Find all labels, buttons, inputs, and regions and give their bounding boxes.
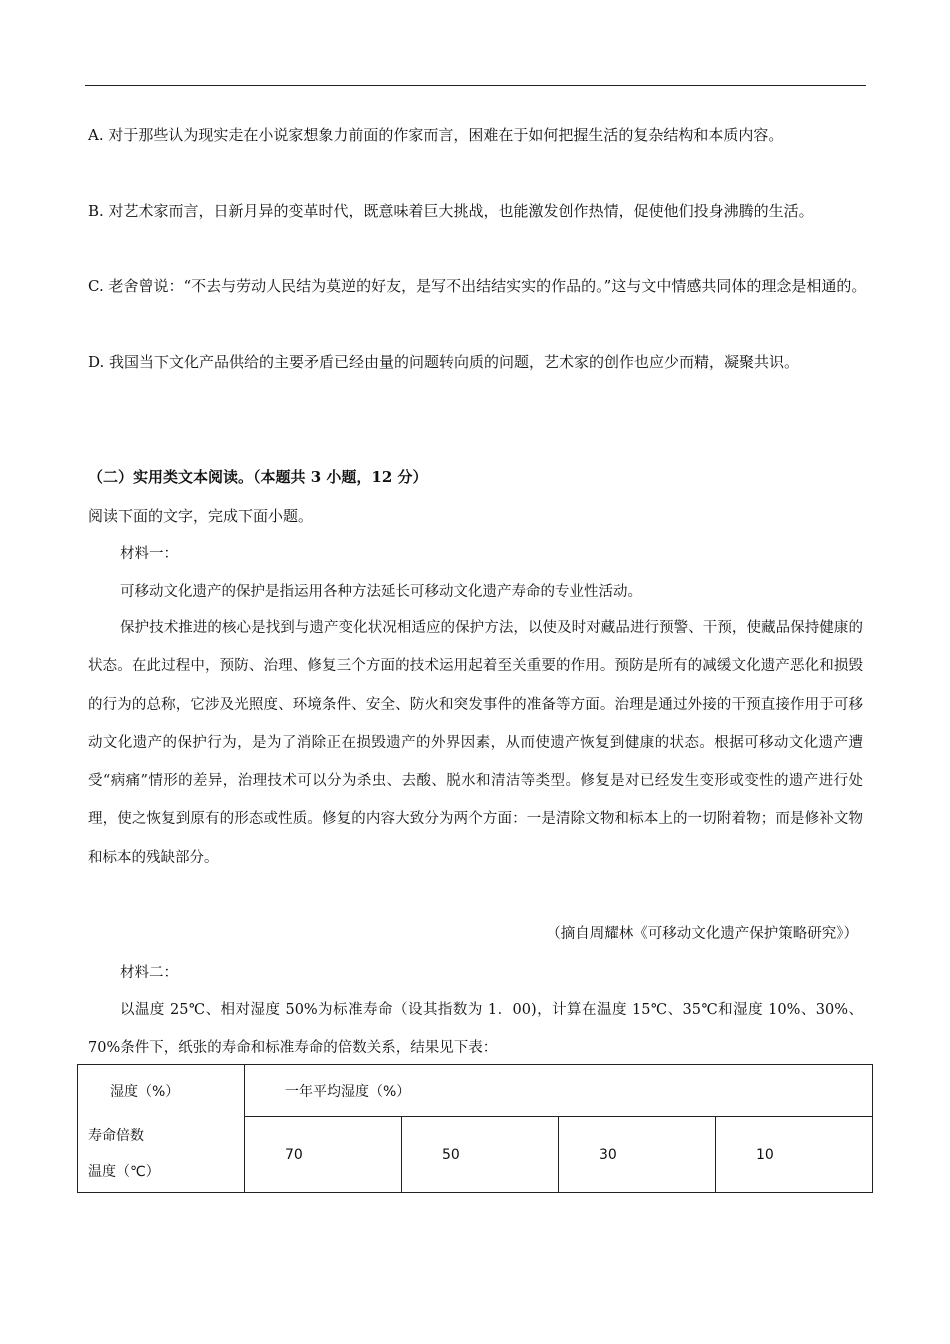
material2-label: 材料二： [120,965,178,981]
material1-paragraph1: 可移动文化遗产的保护是指运用各种方法延长可移动文化遗产寿命的专业性活动。 [120,584,642,600]
material1-source: （摘自周耀林《可移动文化遗产保护策略研究》） [546,926,858,942]
corner-humidity-label: 湿度（%） [78,1065,245,1117]
corner-lifespan-label: 寿命倍数 [88,1128,144,1145]
corner-temperature-label: 温度（℃） [88,1164,160,1181]
corner-labels [78,1117,245,1193]
option-b: B. 对艺术家而言，日新月异的变革时代，既意味着巨大挑战，也能激发创作热情，促使他们投身沸腾的生活。 [88,202,814,220]
section-title: （二）实用类文本阅读。（本题共 3 小题，12 分） [88,468,428,486]
option-d: D. 我国当下文化产品供给的主要矛盾已经由量的问题转向质的问题，艺术家的创作也应少而精，凝聚共识。 [88,353,800,371]
material2-paragraph1: 以温度 25℃、相对湿度 50%为标准寿命（设其指数为 1．00)，计算在温度 15℃、35℃和湿度 10%、30%、70%条件下，纸张的寿命和标准寿命的倍数关系，结果见下表： [88,1002,863,1057]
option-a: A. 对于那些认为现实走在小说家想象力前面的作家而言，困难在于如何把握生活的复杂结构和本质内容。 [88,126,784,144]
column-humidity-70: 70 [245,1117,402,1193]
header-rule [85,85,866,86]
option-c: C. 老舍曾说：“不去与劳动人民结为莫逆的好友，是写不出结结实实的作品的。”这与文中情感共同体的理念是相通的。 [88,277,867,295]
section-instruction: 阅读下面的文字，完成下面小题。 [88,507,314,525]
material1-label: 材料一： [120,546,178,562]
humidity-lifespan-table [77,1064,873,1193]
material1-paragraph2: 保护技术推进的核心是找到与遗产变化状况相适应的保护方法，以使及时对藏品进行预警、干预，使藏品保持健康的状态。在此过程中，预防、治理、修复三个方面的技术运用起着至关重要的作用。预防是所有的减缓文化遗产恶化和损毁的行为的总称，它涉及光照度、环境条件、安全、防火和突发事件的准备等方面。治理是通过外接的干预直接作用于可移动文化遗产的保护行为，是为了消除正在损毁遗产的外界因素，从而使遗产恢复到健康的状态。根据可移动文化遗产遭受“病痛”情形的差异，治理技术可以分为杀虫、去酸、脱水和清洁等类型。修复是对已经发生变形或变性的遗产进行处理，使之恢复到原有的形态或性质。修复的内容大致分为两个方面：一是清除文物和标本上的一切附着物；而是修补文物和标本的残缺部分。 [88,620,863,866]
column-humidity-50: 50 [402,1117,559,1193]
column-humidity-30: 30 [559,1117,716,1193]
column-humidity-10: 10 [716,1117,873,1193]
header-average-humidity: 一年平均湿度（%） [245,1065,873,1117]
